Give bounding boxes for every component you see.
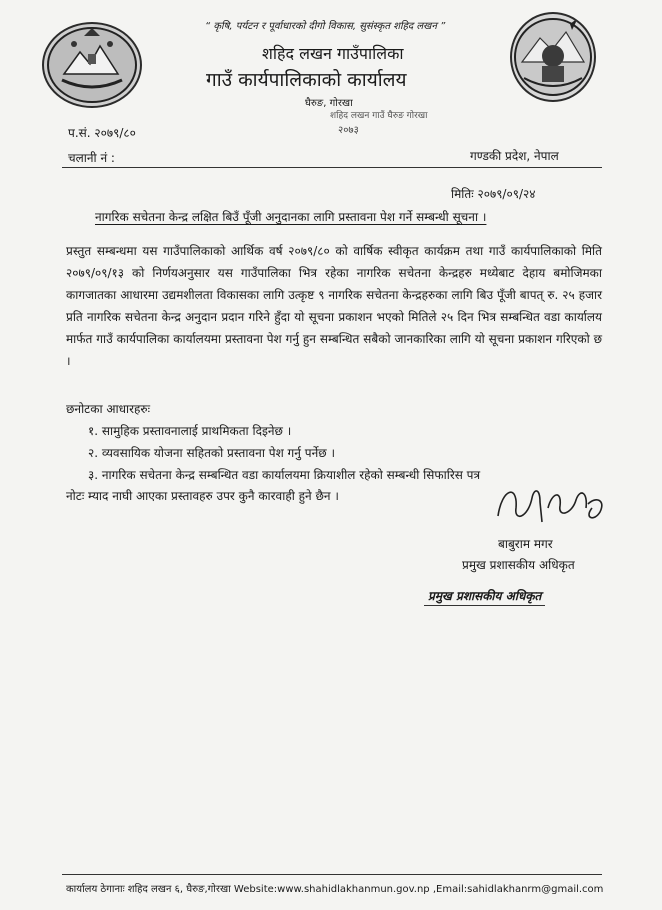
signature-image	[488, 478, 618, 528]
signature-icon	[488, 478, 618, 528]
dispatch-number: चलानी नं :	[68, 151, 115, 165]
nepal-emblem-logo	[42, 22, 142, 108]
office-name: गाउँ कार्यपालिकाको कार्यालय	[206, 69, 407, 91]
reference-number: प.सं. २०७९/८०	[68, 126, 136, 140]
header-divider	[62, 167, 602, 168]
signatory-title: प्रमुख प्रशासकीय अधिकृत	[462, 558, 575, 572]
criteria-item: १. सामुहिक प्रस्तावनालाई प्राथमिकता दिइनेछ ।	[88, 424, 292, 438]
municipality-logo	[510, 12, 596, 102]
criteria-item: २. व्यवसायिक योजना सहितको प्रस्तावना पेश गर्नु पर्नेछ ।	[88, 446, 336, 460]
footer-contact: कार्यालय ठेगानाः शहिद लखन ६, घैरुङ,गोरखा Website:www.shahidlakhanmun.gov.np ,Email:sahidlakhanrm@gmail.com	[66, 884, 604, 895]
municipality-name: शहिद लखन गाउँपालिका	[262, 44, 404, 63]
office-location: घैरुङ, गोरखा	[305, 98, 353, 109]
criteria-item: ३. नागरिक सचेतना केन्द्र सम्बन्धित वडा कार्यालयमा क्रियाशील रहेको सम्बन्धी सिफारिस पत्र	[88, 468, 481, 482]
province-name: गण्डकी प्रदेश, नेपाल	[470, 149, 559, 163]
signatory-name: बाबुराम मगर	[498, 537, 553, 551]
footer-divider	[62, 874, 602, 875]
criteria-heading: छनोटका आधारहरुः	[66, 402, 150, 416]
emblem-icon	[44, 24, 140, 106]
motto-text: “ कृषि, पर्यटन र पूर्वाधारको दीगो विकास, सुसंस्कृत शहिद लखन ”	[205, 21, 446, 32]
office-stamp-number: २०७३	[338, 125, 359, 136]
letter-note: नोटः म्याद नाघी आएका प्रस्तावहरु उपर कुनै कारवाही हुने छैन ।	[66, 489, 339, 503]
letter-body: प्रस्तुत सम्बन्धमा यस गाउँपालिकाको आर्थिक वर्ष २०७९/८० को वार्षिक स्वीकृत कार्यक्रम तथा गाउँ कार्यपालिकाको मिति २०७९/०९/१३ को निर्णयअनुसार यस गाउँपालिका भित्र रहेका नागरिक सचेतना केन्द्रहरु मध्येबाट देहाय बमोजिमका कागजातका आधारमा उद्यमशीलता विकासका लागि उत्कृष्ट ९ नागरिक सचेतना केन्द्रहरुका लागि बिउ पूँजी बापत् रु. २५ हजार प्रति नागरिक सचेतना केन्द्र अनुदान प्रदान गरिने हुँदा यो सूचना प्रकाशन भएको मितिले २५ दिन भित्र सम्बन्धित वडा कार्यालय मार्फत गाउँ कार्यपालिका कार्यालयमा प्रस्तावना पेश गर्नु हुन सम्बन्धित सबैको जानकारिका लागि यो सूचना प्रकाशन गरिएको छ ।	[66, 244, 602, 368]
letter-date: मितिः २०७९/०९/२४	[451, 187, 536, 201]
letter-subject: नागरिक सचेतना केन्द्र लक्षित बिउँ पूँजी अनुदानका लागि प्रस्तावना पेश गर्ने सम्बन्धी सूचना ।	[95, 210, 487, 224]
municipality-logo-icon	[512, 14, 594, 100]
office-stamp-text: शहिद लखन गाउँ घैरुङ गोरखा	[330, 111, 428, 121]
designation-stamp: प्रमुख प्रशासकीय अधिकृत	[424, 586, 545, 606]
